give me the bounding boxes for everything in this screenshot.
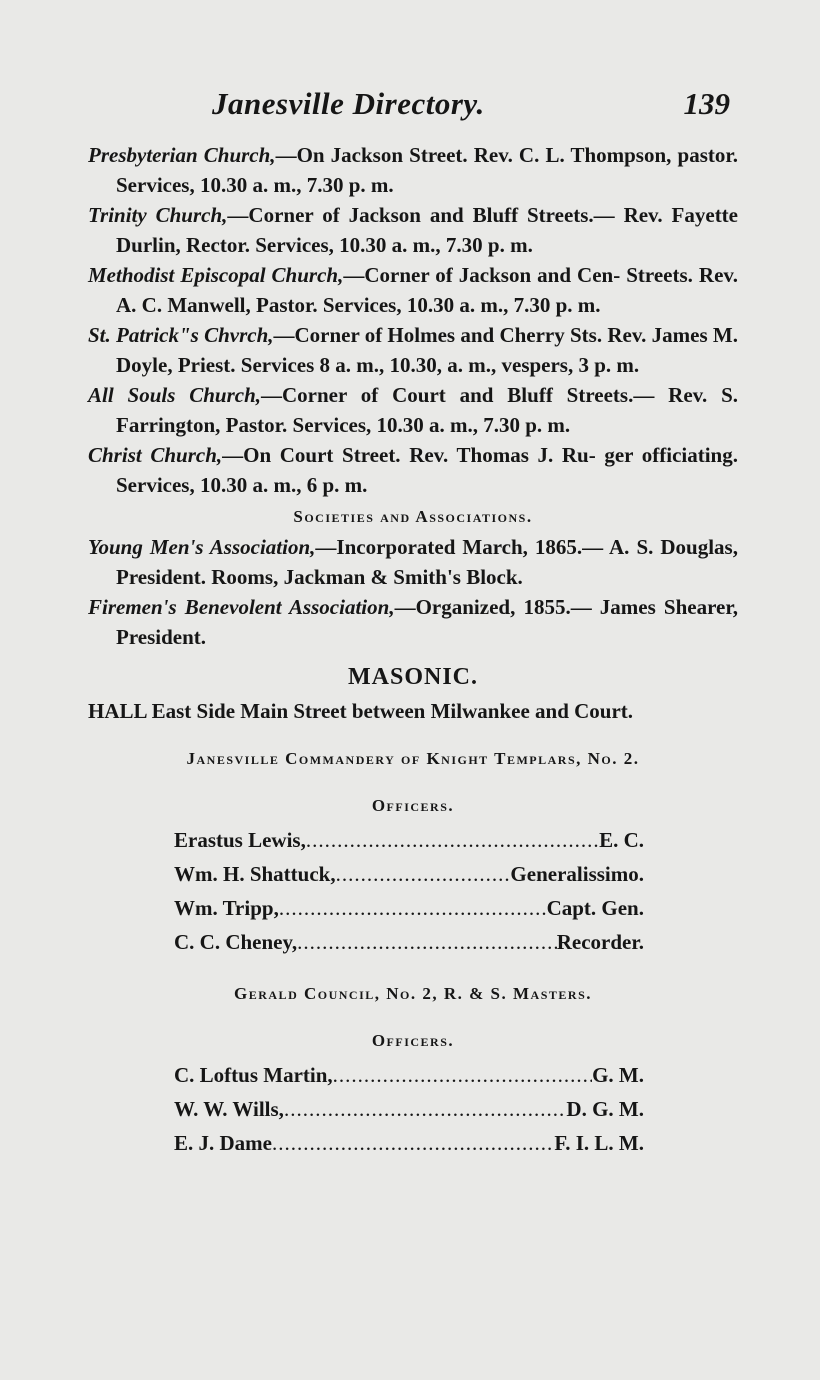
church-name: Christ Church,	[88, 443, 223, 467]
officer-title: E. C.	[599, 828, 644, 852]
society-entry	[88, 592, 738, 652]
officer-name: W. W. Wills,	[174, 1097, 284, 1121]
society-name: Firemen's Benevolent Association,	[88, 595, 395, 619]
dot-leader	[284, 1094, 566, 1124]
masonic-heading: MASONIC.	[347, 664, 478, 690]
church-details: —On Court Street. Rev. Thomas J. Ru- ger officiating. Services, 10.30 a. m., 6 p. m.	[116, 443, 738, 497]
church-entry	[88, 380, 738, 440]
church-list	[88, 140, 738, 500]
church-entry	[88, 440, 738, 500]
officer-title: Recorder.	[556, 930, 644, 954]
church-entry	[88, 320, 738, 380]
society-name: Young Men's Association,	[88, 535, 316, 559]
council-officer-list	[174, 1060, 644, 1162]
society-list	[88, 532, 738, 652]
church-name: St. Patrick"s Chvrch,	[88, 323, 274, 347]
church-name: Methodist Episcopal Church,	[88, 263, 344, 287]
officer-row	[174, 1060, 644, 1094]
officer-name: Wm. Tripp,	[174, 896, 279, 920]
officer-name: C. C. Cheney,	[174, 930, 298, 954]
page-number: 139	[683, 86, 730, 121]
masonic-hall-location: HALL East Side Main Street between Milwankee and Court.	[88, 699, 634, 723]
officer-row	[174, 927, 644, 961]
council-officers-label: Officers.	[371, 1031, 455, 1050]
dot-leader	[297, 927, 557, 957]
church-details: —Corner of Jackson and Bluff Streets.— Rev. Fayette Durlin, Rector. Services, 10.30 a. m., 7.30 p. m.	[116, 203, 738, 257]
officer-name: Wm. H. Shattuck,	[174, 862, 336, 886]
running-title: Janesville Directory.	[212, 86, 485, 121]
commandery-officer-list	[174, 825, 644, 961]
society-details: —Organized, 1855.— James Shearer, President.	[116, 595, 739, 649]
officer-row	[174, 1094, 644, 1128]
officer-title: Generalissimo.	[510, 862, 644, 886]
church-entry	[88, 140, 738, 200]
church-entry	[88, 200, 738, 260]
officer-title: D. G. M.	[566, 1097, 644, 1121]
officer-name: C. Loftus Martin,	[174, 1063, 333, 1087]
society-details: —Incorporated March, 1865.— A. S. Douglas, President. Rooms, Jackman & Smith's Block.	[116, 535, 738, 589]
dot-leader	[279, 893, 547, 923]
dot-leader	[333, 1060, 592, 1090]
officer-row	[174, 1128, 644, 1162]
dot-leader	[272, 1128, 554, 1158]
page-body	[88, 140, 738, 1162]
society-entry	[88, 532, 738, 592]
dot-leader	[306, 825, 599, 855]
officer-name: E. J. Dame	[174, 1131, 272, 1155]
church-name: All Souls Church,	[88, 383, 262, 407]
officer-title: G. M.	[592, 1063, 644, 1087]
council-heading: Gerald Council, No. 2, R. & S. Masters.	[234, 984, 592, 1003]
church-entry	[88, 260, 738, 320]
church-details: —Corner of Court and Bluff Streets.— Rev. S. Farrington, Pastor. Services, 10.30 a. m., 7.30 p. m.	[116, 383, 738, 437]
church-name: Trinity Church,	[88, 203, 228, 227]
officer-row	[174, 859, 644, 893]
dot-leader	[336, 859, 511, 889]
officer-title: Capt. Gen.	[546, 896, 644, 920]
officer-row	[174, 825, 644, 859]
commandery-officers-label: Officers.	[371, 796, 455, 815]
officer-row	[174, 893, 644, 927]
societies-heading: Societies and Associations.	[293, 507, 533, 526]
church-name: Presbyterian Church,	[88, 143, 276, 167]
church-details: —On Jackson Street. Rev. C. L. Thompson, pastor. Services, 10.30 a. m., 7.30 p. m.	[116, 143, 738, 197]
commandery-heading: Janesville Commandery of Knight Templars, No. 2.	[186, 749, 640, 768]
page-header	[92, 86, 730, 130]
church-details: —Corner of Jackson and Cen- Streets. Rev. A. C. Manwell, Pastor. Services, 10.30 a. m., 7.30 p. m.	[116, 263, 738, 317]
church-details: —Corner of Holmes and Cherry Sts. Rev. James M. Doyle, Priest. Services 8 a. m., 10.30, a. m., vespers, 3 p. m.	[116, 323, 738, 377]
officer-title: F. I. L. M.	[554, 1131, 644, 1155]
officer-name: Erastus Lewis,	[174, 828, 306, 852]
